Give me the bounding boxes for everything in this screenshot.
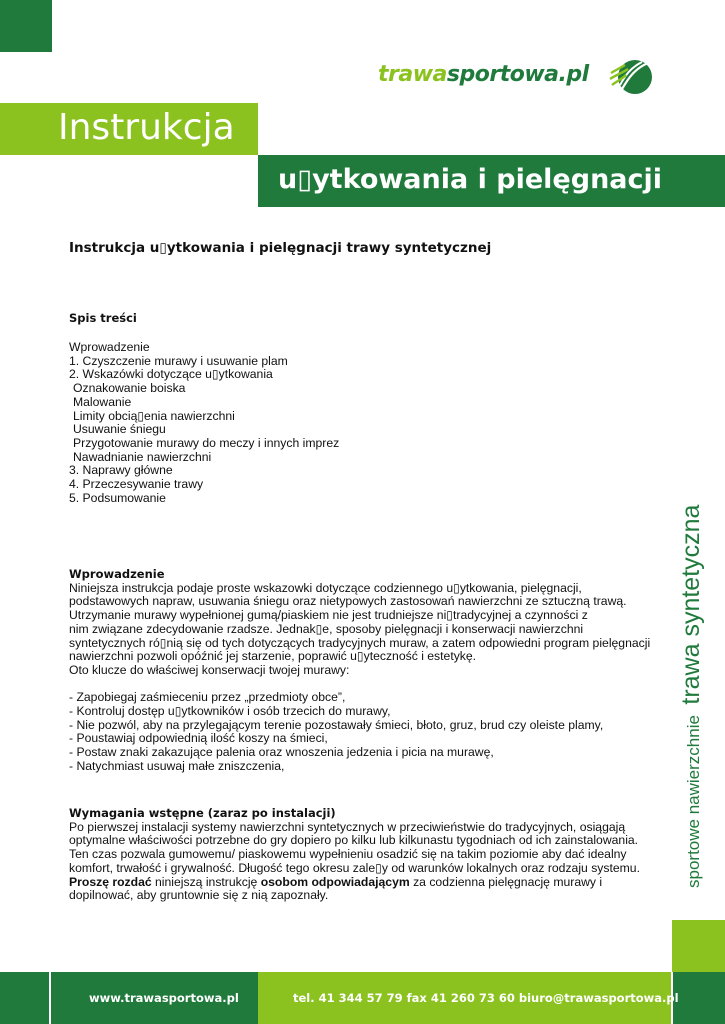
toc-item: 2. Wskazówki dotyczące u▯ytkowania [69, 367, 273, 382]
intro-line: syntetycznych ró▯nią się od tych dotyczących tradycyjnych muraw, a zatem odpowiedni program pielęgnacji [69, 635, 651, 650]
requirements-line-emphasis [69, 876, 659, 890]
requirements-section [69, 807, 659, 903]
footer-divider [49, 972, 51, 1024]
grass-ball-logo-icon [608, 59, 654, 95]
corner-square-top [0, 0, 52, 52]
toc-subitem: Limity obcią▯enia nawierzchni [73, 408, 235, 423]
toc-subitem: Usuwanie śniegu [73, 422, 166, 437]
table-of-contents [69, 341, 339, 505]
requirements-line: Ten czas pozwala gumowemu/ piaskowemu wypełnieniu osadzić się na takim poziomie aby dać idealny [69, 847, 627, 862]
subtitle-banner [258, 155, 725, 207]
plain-text: niniejszą instrukcję [151, 874, 261, 889]
intro-section [69, 568, 659, 774]
logo-part-2: sportowa.pl [446, 62, 589, 87]
intro-line: Utrzymanie murawy wypełnionej gumą/piaskiem nie jest trudniejsze ni▯tradycyjnej a czynności z [69, 608, 588, 623]
toc-subitem: Nawadnianie nawierzchni [73, 449, 212, 464]
toc-item: 5. Podsumowanie [69, 490, 166, 505]
toc-subitem: Przygotowanie murawy do meczy i innych imprez [73, 435, 340, 450]
intro-bullet: - Poustawiaj odpowiednią ilość koszy na śmieci, [69, 731, 328, 746]
side-vertical-label [654, 448, 724, 888]
requirements-line: komfort, trwałość i grywalność. Długość tego okresu zale▯y od warunków lokalnych oraz rodzaju systemu. [69, 860, 640, 875]
intro-bullet: - Postaw znaki zakazujące palenia oraz wnoszenia jedzenia i picia na murawę, [69, 745, 494, 760]
side-label-small: sportowe nawierzchnie [684, 715, 703, 888]
intro-line: Oto klucze do właściwej konserwacji twojej murawy: [69, 662, 350, 677]
intro-bullet: - Nie pozwól, aby na przylegającym terenie pozostawały śmieci, błoto, gruz, brud czy oleiste plamy, [69, 717, 604, 732]
intro-line: podstawowych napraw, usuwania śniegu oraz nietypowych zastosowań nawierzchni ze sztuczną trawą. [69, 594, 627, 609]
side-square [672, 920, 725, 972]
toc-subitem: Malowanie [73, 394, 132, 409]
side-label-big: trawa syntetyczna [677, 504, 705, 705]
intro-bullet: - Zapobiegaj zaśmieceniu przez „przedmioty obce”, [69, 690, 346, 705]
brand-logo-text [378, 62, 589, 87]
toc-item: 1. Czyszczenie murawy i usuwanie plam [69, 353, 288, 368]
toc-item: 4. Przeczesywanie trawy [69, 477, 204, 492]
plain-text: za codzienna pielęgnację murawy i [409, 874, 603, 889]
requirements-line: Po pierwszej instalacji systemy nawierzchni syntetycznych w przeciwieństwie do tradycyjnych, osiągają [69, 819, 626, 834]
emphasis-text: Proszę rozdać [69, 874, 152, 889]
document-title: Instrukcja u▯ytkowania i pielęgnacji trawy syntetycznej [69, 240, 492, 256]
intro-line: Niniejsza instrukcja podaje proste wskazowki dotyczące codziennego u▯ytkowania, pielęgnacji, [69, 580, 582, 595]
requirements-line: optymalne właściwości potrzebne do gry dopiero po kilku lub kilkunastu tygodniach od ich zainstalowania. [69, 833, 639, 848]
requirements-heading: Wymagania wstępne (zaraz po instalacji) [69, 806, 336, 820]
toc-item: Wprowadzenie [69, 340, 150, 354]
intro-heading: Wprowadzenie [69, 567, 165, 581]
intro-bullet: - Natychmiast usuwaj małe zniszczenia, [69, 758, 285, 773]
toc-subitem: Oznakowanie boiska [73, 381, 186, 396]
footer-contact-info: tel. 41 344 57 79 fax 41 260 73 60 biuro@trawasportowa.pl [293, 991, 679, 1005]
page-subtitle: u▯ytkowania i pielęgnacji [278, 164, 663, 195]
footer-website-link[interactable]: www.trawasportowa.pl [89, 991, 239, 1005]
toc-item: 3. Naprawy główne [69, 463, 173, 478]
toc-heading: Spis treści [69, 311, 137, 325]
intro-line: nim związane zdecydowanie rzadsze. Jednak▯e, sposoby pielęgnacji i konserwacji nawierzchni [69, 621, 584, 636]
footer-corner-square [673, 972, 725, 1024]
svg-text:sportowe nawierzchnie traw [677, 504, 705, 888]
requirements-line: dopilnować, aby gruntownie się z nią zapoznały. [69, 888, 329, 903]
page-title: Instrukcja [58, 107, 235, 148]
title-banner [0, 103, 258, 155]
logo-part-1: trawa [378, 62, 447, 87]
intro-bullet: - Kontroluj dostęp u▯ytkowników i osób trzecich do murawy, [69, 704, 391, 719]
intro-line: nawierzchni pozwoli opóźnić jej starzenie, poprawić u▯yteczność i estetykę. [69, 649, 477, 664]
emphasis-text: osobom odpowiadającym [260, 874, 410, 889]
